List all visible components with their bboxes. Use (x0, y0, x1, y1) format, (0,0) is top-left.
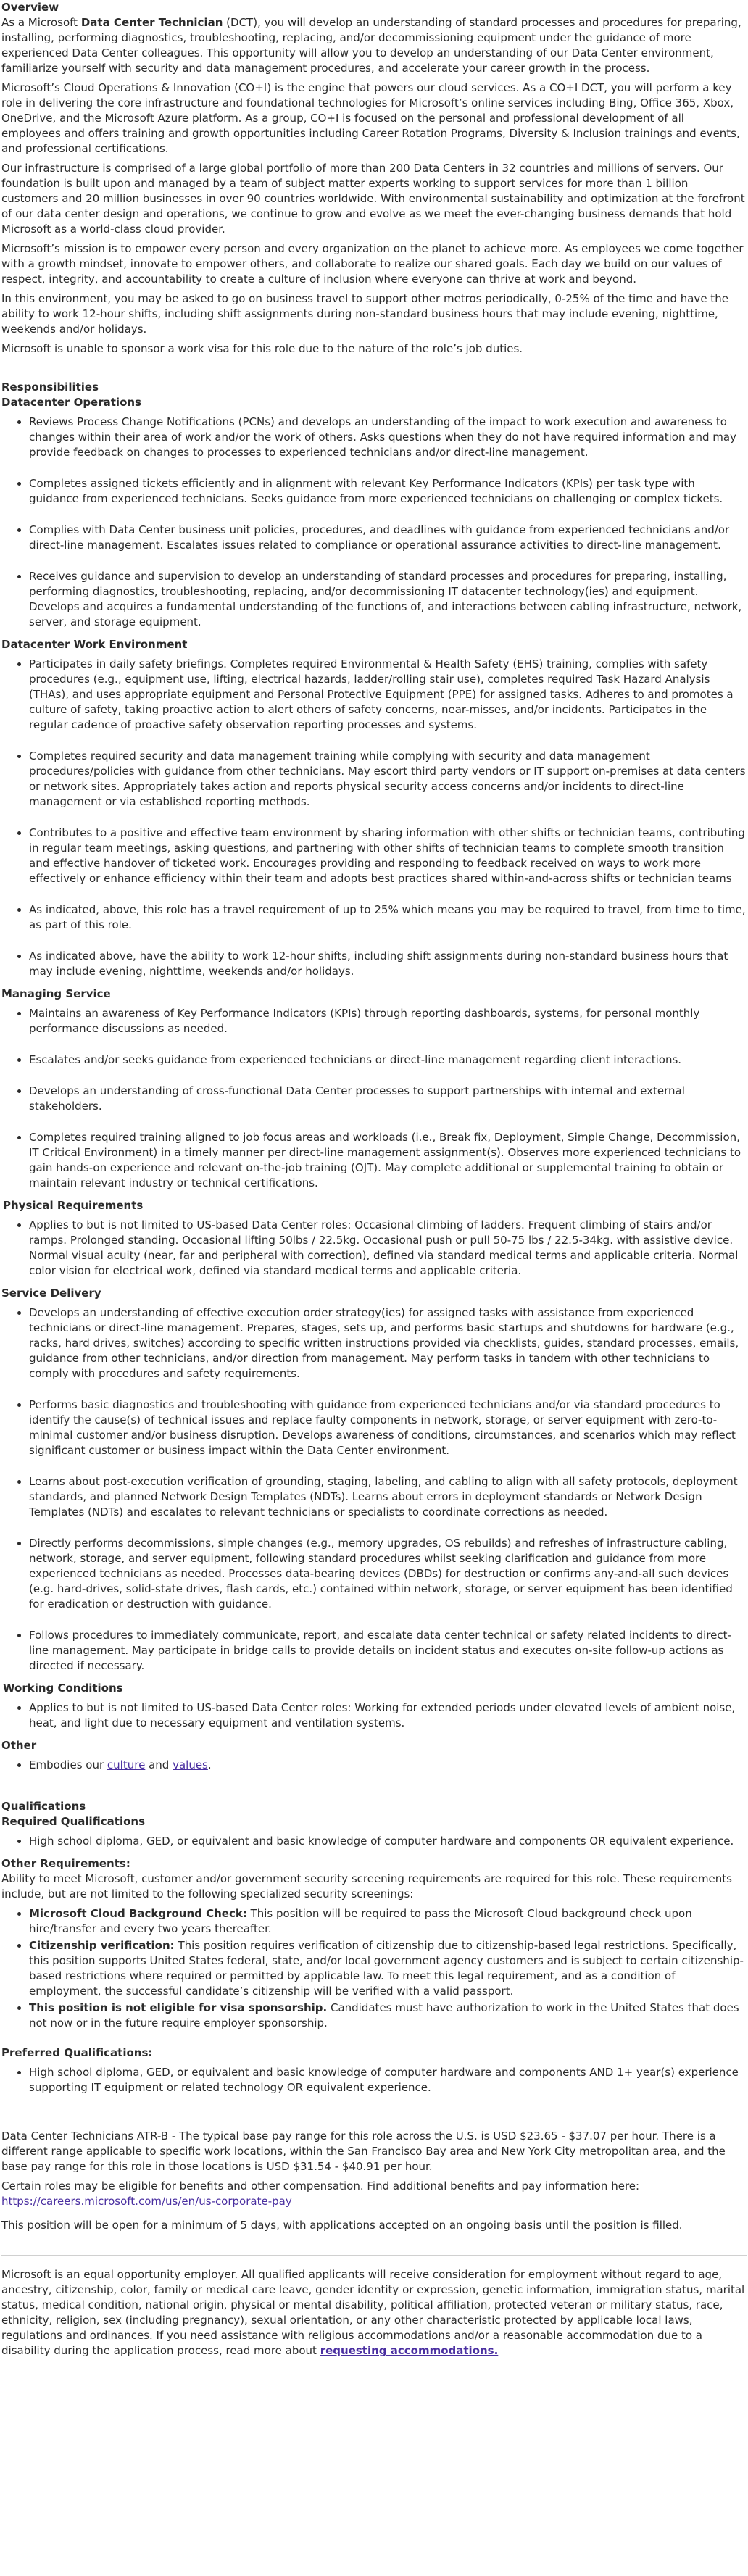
list-item: • Receives guidance and supervision to develop an understanding of standard processes and procedures for preparing, installing, performing diagnostics, troubleshooting, replacing, and/or decommissioning IT datacenter technology(ies) and equipment. Develops and acquires a fundamental understanding of the functions of, and interactions between cabling infrastructure, network, server, and storage equipment. (29, 569, 747, 630)
pay-range-paragraph: Data Center Technicians ATR-B - The typical base pay range for this role across the U.S. is USD $23.65 - $37.07 per hour. There is a different range applicable to specific work locations, within the San Francisco Bay area and New York City metropolitan area, and the base pay range for this role in those locations is USD $31.54 - $40.91 per hour. (1, 2130, 726, 2173)
list-item (29, 1938, 747, 1999)
list-item (29, 1758, 747, 1773)
benefits-text: Certain roles may be eligible for benefits and other compensation. Find additional benefits and pay information here: (1, 2180, 640, 2193)
requirement-label: This position is not eligible for visa sponsorship. (29, 2001, 328, 2014)
overview-paragraph-1 (1, 15, 747, 76)
qualifications-heading: Qualifications (1, 1800, 86, 1813)
overview-heading: Overview (1, 1, 59, 14)
list-item (29, 2000, 747, 2031)
managing-service-heading: Managing Service (1, 987, 111, 1000)
list-item: • Participates in daily safety briefings. Completes required Environmental & Health Safety (EHS) training, complies with safety procedures (e.g., equipment use, lifting, electrical hazards, ladder/rolling stair use), completes required Task Hazard Analysis (THAs), and uses appropriate equipment and Personal Protective Equipment (PPE) for assigned tasks. Adheres to and promotes a culture of safety, taking proactive action to alert others of safety concerns, near-misses, and/or incidents. Participates in the regular cadence of proactive safety observation reporting processes and systems. (29, 657, 747, 733)
eeo-statement (1, 2267, 747, 2359)
other-requirements-heading: Other Requirements: (1, 1857, 130, 1870)
working-conditions-list (1, 1700, 747, 1731)
requirement-text: Candidates must have authorization to work in the United States that does not now or in the future require employer sponsorship. (29, 2001, 739, 2029)
overview-paragraph-6: Microsoft is unable to sponsor a work visa for this role due to the nature of the role’s job duties. (1, 342, 523, 355)
list-item: • Complies with Data Center business unit policies, procedures, and deadlines with guidance from experienced technicians and/or direct-line management. Escalates issues related to compliance or operational assurance activities to direct-line management. (29, 523, 747, 553)
culture-link[interactable]: culture (107, 1758, 146, 1771)
service-delivery-list (1, 1305, 747, 1674)
overview-paragraph-4: Microsoft’s mission is to empower every person and every organization on the planet to achieve more. As employees we come together with a growth mindset, innovate to empower others, and collaborate to realize our shared goals. Each day we build on our values of respect, integrity, and accountability to create a culture of inclusion where everyone can thrive at work and beyond. (1, 242, 744, 286)
datacenter-work-environment-heading: Datacenter Work Environment (1, 638, 188, 651)
list-item: • Develops an understanding of effective execution order strategy(ies) for assigned tasks with assistance from experienced technicians or direct-line management. Prepares, stages, sets up, and performs basic startups and shutdowns for hardware (e.g., racks, hard drives, switches) according to specific written instructions provided via checklists, guides, standard processes, emails, guidance from other technicians, and/or direction from management. May perform tasks in tandem with other technicians to comply with procedures and safety requirements. (29, 1305, 747, 1382)
service-delivery-heading: Service Delivery (1, 1287, 101, 1300)
overview-p1-role: Data Center Technician (80, 16, 223, 29)
overview-paragraph-2: Microsoft’s Cloud Operations & Innovation (CO+I) is the engine that powers our cloud services. As a CO+I DCT, you will perform a key role in delivering the core infrastructure and foundational technologies for Microsoft’s online services including Bing, Office 365, Xbox, OneDrive, and the Microsoft Azure platform. As a group, CO+I is focused on the personal and professional development of all employees and offers training and growth opportunities including Career Rotation Programs, Diversity & Inclusion trainings and events, and professional certifications. (1, 81, 740, 155)
other-text: Embodies our (29, 1758, 107, 1771)
managing-service-list (1, 1006, 747, 1191)
corporate-pay-link[interactable]: https://careers.microsoft.com/us/en/us-corporate-pay (1, 2195, 292, 2208)
list-item: • Escalates and/or seeks guidance from experienced technicians or direct-line management regarding client interactions. (29, 1052, 747, 1068)
list-item (29, 1906, 747, 1937)
list-item: • Reviews Process Change Notifications (PCNs) and develops an understanding of the impact to work execution and awareness to changes within their area of work and/or the work of others. Asks questions when they do not have required information and may provide feedback on changes to processes to experienced technicians and/or direct-line management. (29, 415, 747, 460)
overview-p1-rest: (DCT), you will develop an understanding of standard processes and procedures for preparing, installing, performing diagnostics, troubleshooting, replacing, and/or decommissioning equipment under the guidance of more experienced Data Center colleagues. This opportunity will allow you to develop an understanding of our Data Center environment, familiarize yourself with security and data management procedures, and accelerate your career growth in the process. (1, 16, 741, 75)
list-item: • Contributes to a positive and effective team environment by sharing information with other shifts or technician teams, contributing in regular team meetings, asking questions, and partnering with other shifts of technician teams to complete smooth transition and effective handover of ticketed work. Encourages providing and responding to feedback received on ways to work more effectively or enhance efficiency within their team and adopts best practices shared within-and-across shifts or technician teams (29, 826, 747, 886)
requirement-text: This position will be required to pass the Microsoft Cloud background check upon hire/transfer and every two years thereafter. (29, 1907, 692, 1935)
list-item: • Maintains an awareness of Key Performance Indicators (KPIs) through reporting dashboards, systems, for personal monthly performance discussions as needed. (29, 1006, 747, 1036)
list-item: • As indicated above, have the ability to work 12-hour shifts, including shift assignments during non-standard business hours that may include evening, nighttime, weekends and/or holidays. (29, 949, 747, 979)
other-requirements-intro: Ability to meet Microsoft, customer and/or government security screening requirements are required for this role. These requirements include, but are not limited to the following specialized security screenings: (1, 1872, 732, 1900)
requirement-label: Microsoft Cloud Background Check: (29, 1907, 247, 1920)
requirement-text: This position requires verification of citizenship due to citizenship-based legal restrictions. Specifically, this position supports United States federal, state, and/or local government agency customers and is subject to certain citizenship-based restrictions where required or permitted by applicable law. To meet this legal requirement, and as a condition of employment, the successful candidate’s citizenship will be verified with a valid passport. (29, 1939, 744, 1998)
list-item: • Develops an understanding of cross-functional Data Center processes to support partnerships with internal and external stakeholders. (29, 1084, 747, 1114)
other-text-and: and (145, 1758, 173, 1771)
datacenter-operations-heading: Datacenter Operations (1, 396, 141, 409)
list-item: • Directly performs decommissions, simple changes (e.g., memory upgrades, OS rebuilds) and refreshes of infrastructure cabling, network, storage, and server equipment, following standard procedures whilst seeking clarification and guidance from more experienced technicians as needed. Processes data-bearing devices (DBDs) for destruction or confirms any-and-all such devices (e.g. hard-drives, solid-state drives, flash cards, etc.) contained within network, storage, or server equipment has been identified for eradication or destruction with guidance. (29, 1536, 747, 1612)
benefits-paragraph (1, 2179, 747, 2209)
datacenter-work-environment-list (1, 657, 747, 979)
working-conditions-heading: Working Conditions (3, 1682, 123, 1695)
responsibilities-heading: Responsibilities (1, 381, 99, 394)
physical-requirements-list (1, 1218, 747, 1279)
list-item: • High school diploma, GED, or equivalent and basic knowledge of computer hardware and components AND 1+ year(s) experience supporting IT equipment or related technology OR equivalent experience. (29, 2065, 747, 2095)
divider (1, 2255, 747, 2256)
preferred-qualifications-list (1, 2065, 747, 2095)
overview-paragraph-3: Our infrastructure is comprised of a large global portfolio of more than 200 Data Centers in 32 countries and millions of servers. Our foundation is built upon and managed by a team of subject matter experts working to support services for more than 1 billion customers and 20 million businesses in over 90 countries worldwide. With environmental sustainability and optimization at the forefront of our data center design and operations, we continue to grow and evolve as we meet the ever-changing business demands that hold Microsoft as a world-class cloud provider. (1, 162, 745, 236)
requirement-label: Citizenship verification: (29, 1939, 175, 1952)
list-item: • Completes required security and data management training while complying with security and data management procedures/policies with guidance from other technicians. May escort third party vendors or IT support on-premises at data centers or network sites. Appropriately takes action and reports physical security access concerns and/or incidents to direct-line management or via established reporting methods. (29, 749, 747, 810)
list-item: • Completes required training aligned to job focus areas and workloads (i.e., Break fix, Deployment, Simple Change, Decommission, IT Critical Environment) in a timely manner per direct-line management assignment(s). Observes more experienced technicians to gain hands-on experience and relevant on-the-job training (OJT). May complete additional or supplemental training to obtain or maintain relevant industry or technical certifications. (29, 1130, 747, 1191)
overview-p1-text: As a Microsoft (1, 16, 81, 29)
eeo-text: Microsoft is an equal opportunity employer. All qualified applicants will receive consideration for employment without regard to age, ancestry, citizenship, color, family or medical care leave, gender identity or expression, genetic information, immigration status, marital status, medical condition, national origin, physical or mental disability, political affiliation, protected veteran or military status, race, ethnicity, religion, sex (including pregnancy), sexual orientation, or any other characteristic protected by applicable local laws, regulations and ordinances. If you need assistance with religious accommodations and/or a reasonable accommodation due to a disability during the application process, read more about (1, 2268, 745, 2357)
list-item: • Applies to but is not limited to US-based Data Center roles: Working for extended periods under elevated levels of ambient noise, heat, and light due to necessary equipment and ventilation systems. (29, 1700, 747, 1731)
open-period-paragraph: This position will be open for a minimum of 5 days, with applications accepted on an ongoing basis until the position is filled. (1, 2219, 683, 2232)
list-item: • Applies to but is not limited to US-based Data Center roles: Occasional climbing of ladders. Frequent climbing of stairs and/or ramps. Prolonged standing. Occasional lifting 50lbs / 22.5kg. Occasional push or pull 50-75 lbs / 22.5-34kg. with assistive device. Normal visual acuity (near, far and peripheral with correction), defined via standard medical terms and applicable criteria. Normal color vision for electrical work, defined via standard medical terms and applicable criteria. (29, 1218, 747, 1279)
other-heading: Other (1, 1739, 37, 1752)
datacenter-operations-list (1, 415, 747, 630)
list-item: • Completes assigned tickets efficiently and in alignment with relevant Key Performance Indicators (KPIs) per task type with guidance from experienced technicians. Seeks guidance from more experienced technicians on challenging or complex tickets. (29, 476, 747, 507)
accommodations-link[interactable]: requesting accommodations. (320, 2344, 499, 2357)
list-item: • As indicated, above, this role has a travel requirement of up to 25% which means you may be required to travel, from time to time, as part of this role. (29, 902, 747, 933)
list-item: • Performs basic diagnostics and troubleshooting with guidance from experienced technicians and/or via standard procedures to identify the cause(s) of technical issues and replace faulty components in network, storage, or server equipment with zero-to-minimal customer and/or business disruption. Develops awareness of conditions, circumstances, and scenarios which may reflect significant customer or business impact within the Data Center environment. (29, 1397, 747, 1458)
other-list (1, 1758, 747, 1773)
overview-paragraph-5: In this environment, you may be asked to go on business travel to support other metros periodically, 0-25% of the time and have the ability to work 12-hour shifts, including shift assignments during non-standard business hours that may include evening, nighttime, weekends and/or holidays. (1, 292, 728, 336)
values-link[interactable]: values (173, 1758, 208, 1771)
list-item: • Learns about post-execution verification of grounding, staging, labeling, and cabling to align with all safety protocols, deployment standards, and planned Network Design Templates (NDTs). Learns about errors in deployment standards or Network Design Templates (NDTs) and escalates to relevant technicians or specialists to coordinate corrections as needed. (29, 1474, 747, 1520)
preferred-qualifications-heading: Preferred Qualifications: (1, 2046, 153, 2059)
required-qualifications-list (1, 1834, 747, 1849)
list-item: • High school diploma, GED, or equivalent and basic knowledge of computer hardware and components OR equivalent experience. (29, 1834, 747, 1849)
required-qualifications-heading: Required Qualifications (1, 1815, 146, 1828)
list-item: • Follows procedures to immediately communicate, report, and escalate data center technical or safety related incidents to direct-line management. May participate in bridge calls to provide details on incident status and executes on-site follow-up actions as directed if necessary. (29, 1628, 747, 1674)
other-text-end: . (207, 1758, 212, 1771)
other-requirements-list (1, 1906, 747, 2031)
physical-requirements-heading: Physical Requirements (3, 1199, 144, 1212)
